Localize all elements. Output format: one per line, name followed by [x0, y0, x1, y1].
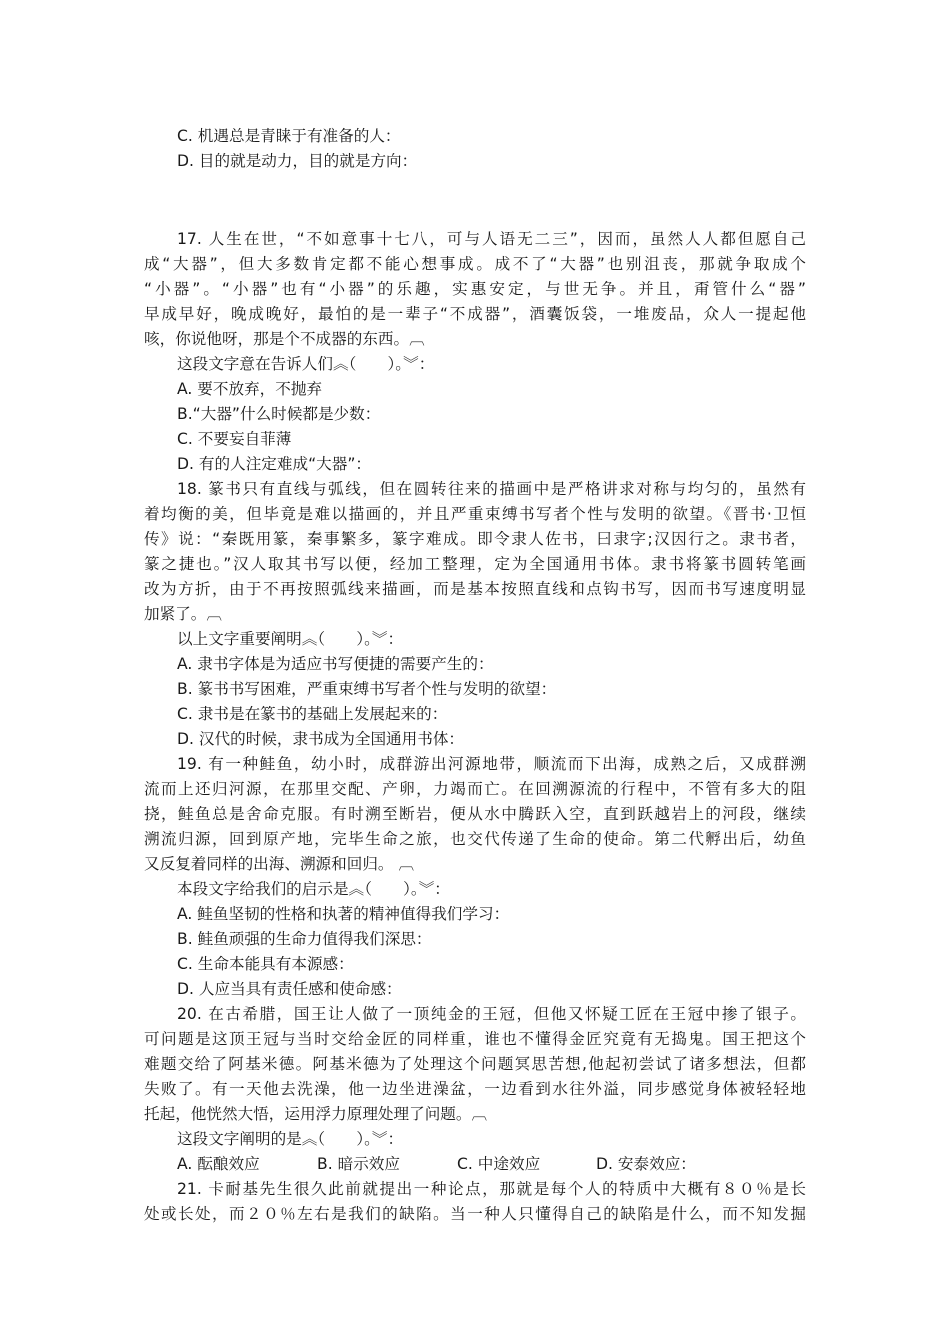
q20-stem-line: 托起，他恍然大悟，运用浮力原理处理了问题。︹: [144, 1105, 488, 1123]
q19-prompt: 本段文字给我们的启示是︽（ ）。︾：: [177, 880, 450, 898]
q17-prompt: 这段文字意在告诉人们︽（ ）。︾：: [177, 355, 435, 373]
q18-option-c: C. 隶书是在篆书的基础上发展起来的：: [177, 705, 448, 723]
q17-stem-line: “小器”。“小器”也有“小器”的乐趣，实惠安定，与世无争。并且，甭管什么“器”: [144, 280, 806, 298]
q17-option-d: D. 有的人注定难成“大器”：: [177, 455, 372, 473]
q17-option-c: C. 不要妄自菲薄: [177, 430, 292, 448]
q17-stem-line: 咳，你说他呀，那是个不成器的东西。︹: [144, 330, 425, 348]
q18-option-d: D. 汉代的时候，隶书成为全国通用书体：: [177, 730, 465, 748]
q18-stem-line: 传》说：“秦既用篆，秦事繁多，篆字难成。即令隶人佐书，曰隶字;汉因行之。隶书者，: [144, 530, 806, 548]
q20-option-d: D. 安泰效应：: [596, 1155, 696, 1173]
q19-stem-line: 挠，鲑鱼总是舍命克服。有时溯至断岩，便从水中腾跃入空，直到跃越岩上的河段，继续: [144, 805, 806, 823]
q20-stem-line: 20. 在古希腊，国王让人做了一顶纯金的王冠，但他又怀疑工匠在王冠中掺了银子。: [177, 1005, 806, 1023]
q16-option-d: D. 目的就是动力，目的就是方向：: [177, 152, 418, 170]
q17-option-b: B.“大器”什么时候都是少数：: [177, 405, 381, 423]
q20-option-a: A. 酝酿效应: [177, 1155, 260, 1173]
q20-stem-line: 难题交给了阿基米德。阿基米德为了处理这个问题冥思苦想,他起初尝试了诸多想法，但都: [144, 1055, 806, 1073]
q19-stem-line: 又反复着同样的出海、溯源和回归。 ︹: [144, 855, 415, 873]
q18-stem-line: 改为方折，由于不再按照弧线来描画，而是基本按照直线和点钩书写，因而书写速度明显: [144, 580, 806, 598]
q18-stem-line: 加紧了。︹: [144, 605, 222, 623]
q17-option-a: A. 要不放弃，不抛弃: [177, 380, 323, 398]
q17-stem-line: 早成早好，晚成晚好，最怕的是一辈子“不成器”，酒囊饭袋，一堆废品，众人一提起他: [144, 305, 806, 323]
q20-stem-line: 失败了。有一天他去洗澡，他一边坐进澡盆，一边看到水往外溢，同步感觉身体被轻轻地: [144, 1080, 806, 1098]
q20-option-c: C. 中途效应: [457, 1155, 541, 1173]
q19-option-a: A. 鲑鱼坚韧的性格和执著的精神值得我们学习：: [177, 905, 510, 923]
q20-prompt: 这段文字阐明的是︽（ ）。︾：: [177, 1130, 404, 1148]
q19-option-b: B. 鲑鱼顽强的生命力值得我们深思：: [177, 930, 432, 948]
q19-option-d: D. 人应当具有责任感和使命感：: [177, 980, 402, 998]
q19-stem-line: 19. 有一种鲑鱼，幼小时，成群游出河源地带，顺流而下出海，成熟之后，又成群溯: [177, 755, 806, 773]
q18-prompt: 以上文字重要阐明︽（ ）。︾：: [177, 630, 404, 648]
q16-option-c: C. 机遇总是青睐于有准备的人：: [177, 127, 401, 145]
q18-option-b: B. 篆书书写困难，严重束缚书写者个性与发明的欲望：: [177, 680, 557, 698]
q19-option-c: C. 生命本能具有本源感：: [177, 955, 354, 973]
q21-stem-line: 21. 卡耐基先生很久此前就提出一种论点，那就是每个人的特质中大概有８０％是长: [177, 1180, 806, 1198]
q21-stem-line: 处或长处，而２０％左右是我们的缺陷。当一种人只懂得自己的缺陷是什么，而不知发掘: [144, 1205, 806, 1223]
q20-option-b: B. 暗示效应: [317, 1155, 400, 1173]
q17-stem-line: 17. 人生在世，“不如意事十七八，可与人语无二三”，因而，虽然人人都但愿自己: [177, 230, 806, 248]
q18-stem-line: 着均衡的美，但毕竟是难以描画的，并且严重束缚书写者个性与发明的欲望。《晋书·卫恒: [144, 505, 806, 523]
q20-stem-line: 可问题是这顶王冠与当时交给金匠的同样重，谁也不懂得金匠究竟有无捣鬼。国王把这个: [144, 1030, 806, 1048]
q20-options-row: [177, 1152, 797, 1177]
q18-option-a: A. 隶书字体是为适应书写便捷的需要产生的：: [177, 655, 494, 673]
q18-stem-line: 18. 篆书只有直线与弧线，但在圆转往来的描画中是严格讲求对称与均匀的，虽然有: [177, 480, 806, 498]
q17-stem-line: 成“大器”，但大多数肯定都不能心想事成。成不了“大器”也别沮丧，那就争取成个: [144, 255, 806, 273]
q19-stem-line: 流而上还归河源，在那里交配、产卵，力竭而亡。在回溯源流的行程中，不管有多大的阻: [144, 780, 806, 798]
q18-stem-line: 篆之捷也。”汉人取其书写以便，经加工整理，定为全国通用书体。隶书将篆书圆转笔画: [144, 555, 806, 573]
q19-stem-line: 溯流归源，回到原产地，完毕生命之旅，也交代传递了生命的使命。第二代孵出后，幼鱼: [144, 830, 806, 848]
